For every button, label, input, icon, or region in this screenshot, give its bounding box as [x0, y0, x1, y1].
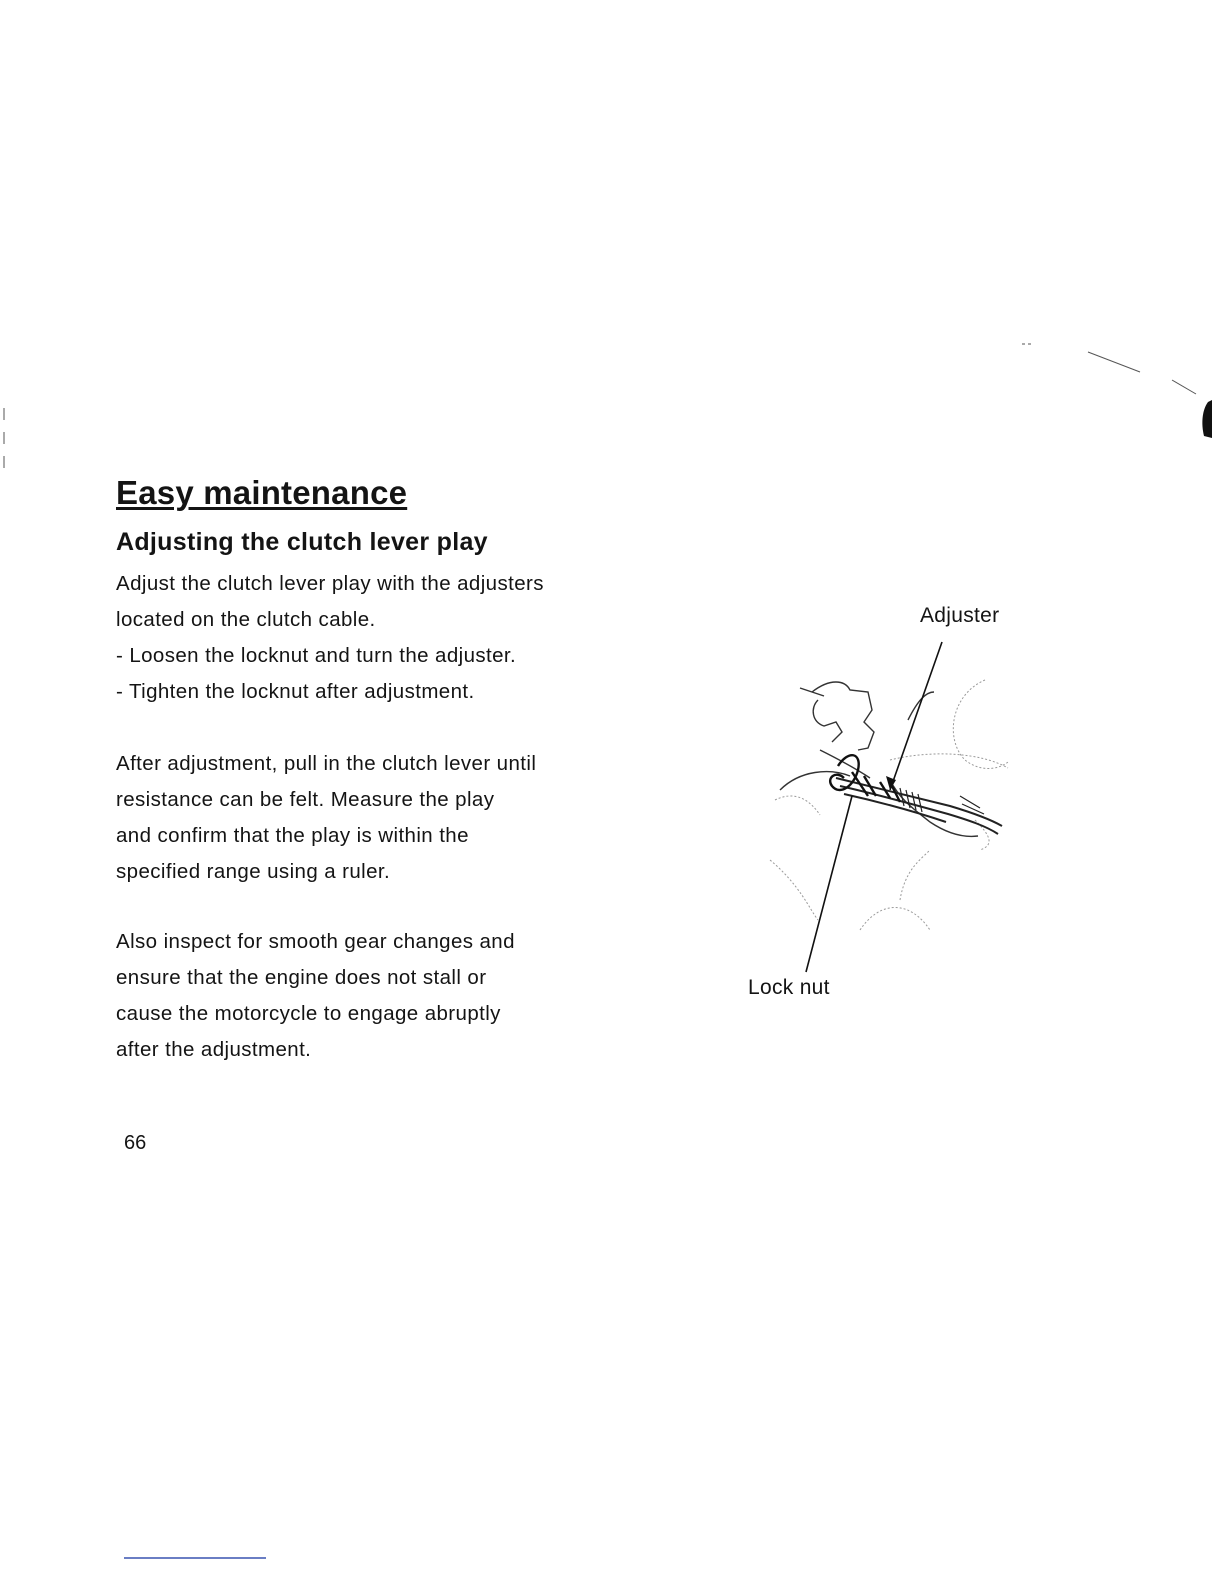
- paragraph-line: After adjustment, pull in the clutch lever until: [116, 752, 537, 775]
- paragraph-line: located on the clutch cable.: [116, 608, 376, 631]
- label-adjuster: Adjuster: [920, 604, 1000, 627]
- paragraph-measure: [116, 746, 656, 890]
- paragraph-line: - Loosen the locknut and turn the adjuster.: [116, 644, 517, 667]
- paragraph-line: Adjust the clutch lever play with the adjusters: [116, 572, 544, 595]
- page-number: 66: [124, 1132, 147, 1154]
- paragraph-line: resistance can be felt. Measure the play: [116, 788, 495, 811]
- clutch-cable-illustration-icon: [740, 600, 1040, 1010]
- paragraph-line: after the adjustment.: [116, 1038, 312, 1061]
- clutch-cable-figure: [740, 600, 1040, 1010]
- paragraph-intro: [116, 566, 656, 710]
- paragraph-line: specified range using a ruler.: [116, 860, 391, 883]
- paragraph-line: ensure that the engine does not stall or: [116, 966, 487, 989]
- paragraph-line: - Tighten the locknut after adjustment.: [116, 680, 475, 703]
- paragraph-inspect: [116, 924, 656, 1068]
- paragraph-line: and confirm that the play is within the: [116, 824, 469, 847]
- subsection-title: Adjusting the clutch lever play: [116, 528, 488, 556]
- paragraph-line: Also inspect for smooth gear changes and: [116, 930, 515, 953]
- section-title: Easy maintenance: [116, 474, 408, 511]
- footer-rule: [124, 1557, 266, 1559]
- paragraph-line: cause the motorcycle to engage abruptly: [116, 1002, 501, 1025]
- label-lock-nut: Lock nut: [748, 976, 830, 999]
